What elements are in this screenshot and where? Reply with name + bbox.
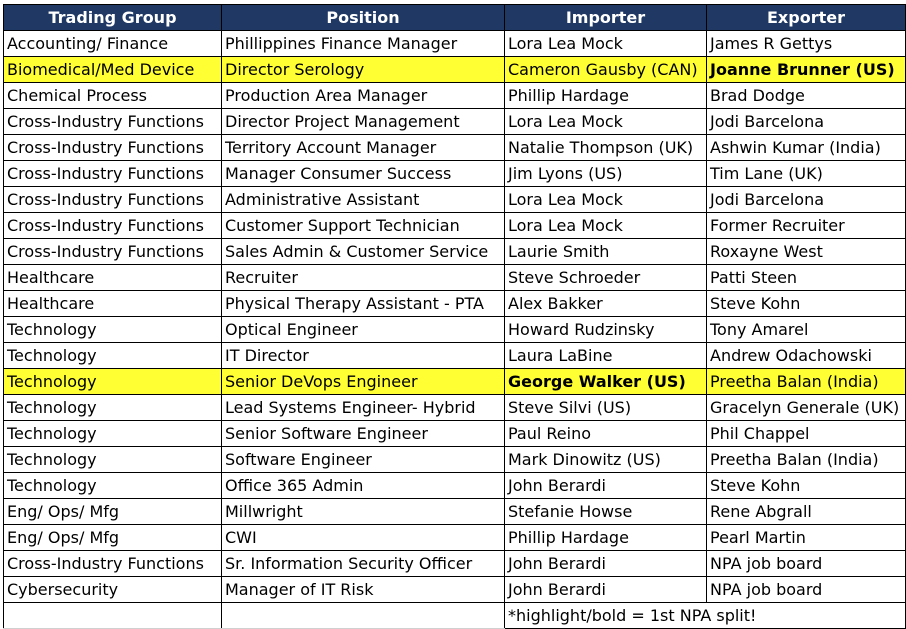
table-row [4, 499, 906, 525]
cell-importer[interactable]: Cameron Gausby (CAN) [505, 57, 707, 83]
cell-position[interactable]: Lead Systems Engineer- Hybrid [222, 395, 505, 421]
cell-importer[interactable]: Lora Lea Mock [505, 109, 707, 135]
cell-position[interactable]: IT Director [222, 343, 505, 369]
cell-position[interactable]: Director Project Management [222, 109, 505, 135]
cell-position[interactable]: Phillippines Finance Manager [222, 31, 505, 57]
header-position[interactable]: Position [222, 5, 505, 31]
cell-importer[interactable]: Phillip Hardage [505, 525, 707, 551]
cell-group[interactable]: Technology [4, 395, 222, 421]
cell-importer[interactable]: Laurie Smith [505, 239, 707, 265]
table-row [4, 577, 906, 603]
table-row [4, 135, 906, 161]
cell-group[interactable]: Cross-Industry Functions [4, 213, 222, 239]
cell-group[interactable]: Cross-Industry Functions [4, 135, 222, 161]
cell-exporter[interactable]: Steve Kohn [707, 473, 906, 499]
table-row [4, 551, 906, 577]
cell-group[interactable]: Technology [4, 369, 222, 395]
cell-exporter[interactable]: Roxayne West [707, 239, 906, 265]
table-row [4, 161, 906, 187]
cell-exporter[interactable]: Pearl Martin [707, 525, 906, 551]
table-row [4, 57, 906, 83]
cell-exporter[interactable]: Tony Amarel [707, 317, 906, 343]
cell-group[interactable]: Cybersecurity [4, 577, 222, 603]
cell-position[interactable]: Production Area Manager [222, 83, 505, 109]
cell-exporter[interactable]: Tim Lane (UK) [707, 161, 906, 187]
table-row [4, 473, 906, 499]
cell-importer[interactable]: Lora Lea Mock [505, 31, 707, 57]
cell-group[interactable]: Cross-Industry Functions [4, 187, 222, 213]
cell-exporter[interactable]: James R Gettys [707, 31, 906, 57]
cell-group[interactable]: Technology [4, 447, 222, 473]
cell-importer[interactable]: John Berardi [505, 551, 707, 577]
cell-importer[interactable]: John Berardi [505, 577, 707, 603]
cell-importer[interactable]: Natalie Thompson (UK) [505, 135, 707, 161]
cell-group[interactable]: Healthcare [4, 265, 222, 291]
cell-position[interactable]: Physical Therapy Assistant - PTA [222, 291, 505, 317]
cell-group[interactable]: Cross-Industry Functions [4, 551, 222, 577]
cell-exporter[interactable]: Rene Abgrall [707, 499, 906, 525]
cell-group[interactable]: Cross-Industry Functions [4, 161, 222, 187]
cell-importer[interactable]: Howard Rudzinsky [505, 317, 707, 343]
table-row [4, 265, 906, 291]
cell-group[interactable]: Technology [4, 473, 222, 499]
cell-group[interactable]: Technology [4, 317, 222, 343]
table-row [4, 317, 906, 343]
cell-position[interactable]: Territory Account Manager [222, 135, 505, 161]
cell-position[interactable]: Senior DeVops Engineer [222, 369, 505, 395]
cell-importer[interactable]: Lora Lea Mock [505, 187, 707, 213]
cell-importer[interactable]: Laura LaBine [505, 343, 707, 369]
cell-importer[interactable]: Jim Lyons (US) [505, 161, 707, 187]
cell-importer[interactable]: Steve Schroeder [505, 265, 707, 291]
cell-exporter[interactable]: Joanne Brunner (US) [707, 57, 906, 83]
header-row [4, 5, 906, 31]
cell-group[interactable]: Biomedical/Med Device [4, 57, 222, 83]
cell-importer[interactable]: Stefanie Howse [505, 499, 707, 525]
cell-position[interactable]: Millwright [222, 499, 505, 525]
table-row [4, 83, 906, 109]
table-body [4, 31, 906, 629]
cell-importer[interactable]: Steve Silvi (US) [505, 395, 707, 421]
cell-position[interactable]: CWI [222, 525, 505, 551]
cell-group[interactable]: Cross-Industry Functions [4, 109, 222, 135]
table-row [4, 421, 906, 447]
cell-position[interactable]: Customer Support Technician [222, 213, 505, 239]
cell-importer[interactable]: Mark Dinowitz (US) [505, 447, 707, 473]
cell-importer[interactable]: Lora Lea Mock [505, 213, 707, 239]
cell-position[interactable]: Sales Admin & Customer Service [222, 239, 505, 265]
cell-exporter[interactable]: Phil Chappel [707, 421, 906, 447]
cell-group[interactable]: Cross-Industry Functions [4, 239, 222, 265]
cell-position[interactable]: Recruiter [222, 265, 505, 291]
cell-importer[interactable]: John Berardi [505, 473, 707, 499]
empty-cell[interactable] [222, 603, 505, 629]
cell-exporter[interactable]: Former Recruiter [707, 213, 906, 239]
cell-group[interactable]: Chemical Process [4, 83, 222, 109]
table-row [4, 369, 906, 395]
cell-position[interactable]: Office 365 Admin [222, 473, 505, 499]
cell-position[interactable]: Manager of IT Risk [222, 577, 505, 603]
cell-exporter[interactable]: Gracelyn Generale (UK) [707, 395, 906, 421]
cell-position[interactable]: Sr. Information Security Officer [222, 551, 505, 577]
cell-exporter[interactable]: Ashwin Kumar (India) [707, 135, 906, 161]
table-row [4, 395, 906, 421]
cell-exporter[interactable]: Patti Steen [707, 265, 906, 291]
cell-exporter[interactable]: NPA job board [707, 551, 906, 577]
cell-position[interactable]: Director Serology [222, 57, 505, 83]
header-exporter[interactable]: Exporter [707, 5, 906, 31]
table-row [4, 109, 906, 135]
cell-group[interactable]: Eng/ Ops/ Mfg [4, 499, 222, 525]
cell-position[interactable]: Senior Software Engineer [222, 421, 505, 447]
footnote: *highlight/bold = 1st NPA split! [505, 603, 906, 629]
empty-cell[interactable] [4, 603, 222, 629]
cell-group[interactable]: Technology [4, 343, 222, 369]
cell-exporter[interactable]: Preetha Balan (India) [707, 447, 906, 473]
cell-group[interactable]: Healthcare [4, 291, 222, 317]
cell-importer[interactable]: Phillip Hardage [505, 83, 707, 109]
cell-group[interactable]: Technology [4, 421, 222, 447]
header-importer[interactable]: Importer [505, 5, 707, 31]
cell-position[interactable]: Administrative Assistant [222, 187, 505, 213]
table-row [4, 447, 906, 473]
table-row [4, 291, 906, 317]
table-row [4, 31, 906, 57]
cell-exporter[interactable]: NPA job board [707, 577, 906, 603]
cell-exporter[interactable]: Jodi Barcelona [707, 109, 906, 135]
trading-table [3, 4, 906, 629]
table-row [4, 239, 906, 265]
table-row [4, 343, 906, 369]
header-trading-group[interactable]: Trading Group [4, 5, 222, 31]
cell-exporter[interactable]: Andrew Odachowski [707, 343, 906, 369]
cell-exporter[interactable]: Preetha Balan (India) [707, 369, 906, 395]
cell-exporter[interactable]: Jodi Barcelona [707, 187, 906, 213]
cell-position[interactable]: Optical Engineer [222, 317, 505, 343]
cell-importer[interactable]: George Walker (US) [505, 369, 707, 395]
cell-exporter[interactable]: Steve Kohn [707, 291, 906, 317]
footnote-row [4, 603, 906, 629]
table-row [4, 213, 906, 239]
cell-position[interactable]: Software Engineer [222, 447, 505, 473]
cell-exporter[interactable]: Brad Dodge [707, 83, 906, 109]
cell-group[interactable]: Accounting/ Finance [4, 31, 222, 57]
cell-importer[interactable]: Alex Bakker [505, 291, 707, 317]
table-row [4, 525, 906, 551]
table-row [4, 187, 906, 213]
cell-group[interactable]: Eng/ Ops/ Mfg [4, 525, 222, 551]
cell-importer[interactable]: Paul Reino [505, 421, 707, 447]
cell-position[interactable]: Manager Consumer Success [222, 161, 505, 187]
